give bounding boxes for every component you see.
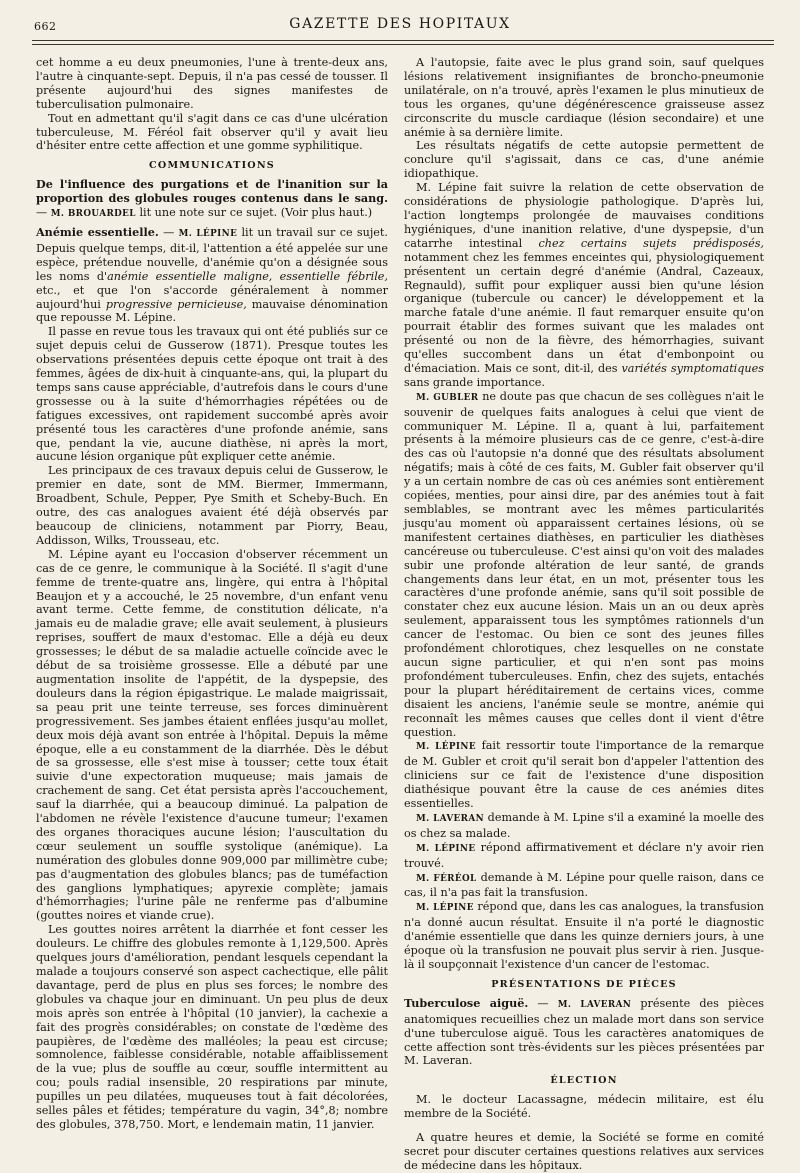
author-name: M. FÉRÉOL xyxy=(416,873,477,884)
paragraph: cet homme a eu deux pneumonies, l'une à trente-deux ans, l'autre à cinquante-sept. Depuis, il n'a pas cessé de tousser. Il présente aujourd'hui des signes manifestes de tuberculisation pulmonaire. xyxy=(36,56,388,111)
author-name: M. LAVERAN xyxy=(557,999,632,1010)
author-name: M. Lépine xyxy=(416,181,477,195)
paragraph xyxy=(404,390,764,740)
left-column xyxy=(36,56,388,1131)
article-text: lit un travail sur ce sujet. Depuis quelque temps, dit-il, l'attention a été appelée sur une espèce, prétendue nouvelle, d'anémie qu'on a désignée sous les noms d' xyxy=(36,225,388,283)
paragraph: Les principaux de ces travaux depuis celui de Gusserow, le premier en date, sont de MM. Biermer, Immermann, Broadbent, Schule, Pepper, Pye Smith et Scheby-Buch. En outre, des cas analogues avaient été déjà observés par beaucoup de cliniciens, notamment par Piorry, Beau, Addisson, Wilks, Trousseau, etc. xyxy=(36,464,388,547)
running-head: GAZETTE DES HOPITAUX xyxy=(289,16,511,32)
paragraph-text: fait suivre la relation de cette observation de considérations de physiologie pathologique. D'après lui, l'action longtemps prolongée de mauvaises conditions hygiéniques, d'une inanition relative, d'une dyspepsie, d'un catarrhe intestinal xyxy=(404,181,764,250)
right-column xyxy=(404,56,764,1172)
article-title: Anémie essentielle. xyxy=(36,224,159,239)
article-anemie xyxy=(36,226,388,325)
paragraph-text: ne doute pas que chacun de ses collègues n'ait le souvenir de quelques faits analogues à celui que vient de communiquer M. Lépine. Il a, quant à lui, parfaitement présents à la mémoire plusieurs cas de ce genre, c'est-à-dire des cas où l'autopsie n'a donné que des résultats absolument négatifs; mais à côté de ces faits, M. Gubler fait observer qu'il y a un certain nombre de cas où ces anémies sont entièrement copiées, menties, pour ainsi dire, par des anémies tout à fait semblables, se montrant avec les mêmes particularités jusqu'au moment où apparaissent certaines lésions, où se manifestent certaines diathèses, en particulier les diathèses cancéreuse ou tuberculeuse. C'est ainsi qu'on voit des malades subir une profonde altération de leur santé, de grands changements dans leur état, en un mot, présenter tous les caractères d'une profonde anémie, sans qu'il soit possible de constater chez eux aucune lésion. Mais un an ou deux après seulement, apparaissent tous les symptômes rationnels d'un cancer de l'estomac. Ou bien ce sont des jeunes filles profondément chlorotiques, chez lesquelles on ne constate aucun signe particulier, et qui n'en sont pas moins profondément tuberculeuses. Enfin, chez des sujets, entachés pour la plupart héréditairement de certains vices, comme disaient les anciens, l'anémie seule se montre, anémie qui reconnaît les mêmes causes que celles dont il vient d'être question. xyxy=(404,389,764,739)
paragraph xyxy=(404,181,764,390)
paragraph xyxy=(404,841,764,871)
header-rule xyxy=(32,40,774,41)
paragraph-text: fait ressortir toute l'importance de la remarque de M. Gubler et croit qu'il serait bon d'appeler l'attention des cliniciens sur ce fait de l'existence d'une disposition diathésique pouvant être la cause de ces anémies dites essentielles. xyxy=(404,739,764,811)
paragraph-text: notamment chez les femmes enceintes qui, physiologiquement présentent un certain degré d'anémie (Andral, Cazeaux, Regnauld), suffit pour expliquer aussi bien qu'une lésion organique (tubercule ou cancer) le développement et la marche fatale d'une anémie. Il faut remarquer ensuite qu'on pourrait établir des formes suivant que les malades ont présenté ou non de la fièvre, des hémorrhagies, suivant qu'elles succombent dans un état d'embonpoint ou d'émaciation. Mais ce sont, dit-il, des xyxy=(404,250,764,375)
paragraph: Les résultats négatifs de cette autopsie permettent de conclure qu'il s'agissait, dans ce cas, d'une anémie idiopathique. xyxy=(404,139,764,181)
article-text: etc., et que l'on s'accorde généralement à nommer aujourd'hui xyxy=(36,283,388,311)
article-influence xyxy=(36,178,388,222)
article-text: lit une note sur ce sujet. (Voir plus haut.) xyxy=(135,206,373,220)
paragraph: Il passe en revue tous les travaux qui ont été publiés sur ce sujet depuis celui de Gusserow (1871). Presque toutes les observations présentées depuis cette époque ont trait à des femmes, âgées de dix-huit à cinquante-ans, qui, la plupart du temps sans cause appréciable, d'autrefois dans le cours d'une grossesse ou à la suite d'hémorrhagies répétées ou de fatigues excessives, ont rapidement succombé après avoir présenté tous les caractères d'une profonde anémie, sans que, pendant la vie, aucune diathèse, ni après la mort, aucune lésion organique pût expliquer cette anémie. xyxy=(36,325,388,464)
author-name: M. GUBLER xyxy=(416,392,479,403)
author-name: M. LÉPINE xyxy=(178,228,238,239)
article-title: Tuberculose aiguë. xyxy=(404,995,529,1010)
header-rule-second xyxy=(32,44,774,45)
dash: — xyxy=(158,225,179,239)
author-name: M. LÉPINE xyxy=(416,843,476,854)
paragraph xyxy=(404,739,764,811)
paragraph: Les gouttes noires arrêtent la diarrhée et font cesser les douleurs. Le chiffre des globules remonte à 1,129,500. Après quelques jours d'amélioration, pendant lesquels cependant la malade a toujours conservé son aspect cachectique, elle pâlit davantage, perd de plus en plus ses forces; le nombre des globules va chaque jour en diminuant. Un peu plus de deux mois après son entrée à l'hôpital (10 janvier), la cachexie a fait des progrès considérables; on constate de l'œdème des paupières, de l'œdème des malléoles; la peau est circuse; somnolence, faiblesse considérable, notable affaiblissement de la vue; plus de souffle au cœur, souffle intermittent au cou; pouls radial insensible, 20 respirations par minute, pupilles un peu dilatées, muqueuses tout à fait décolorées, selles pâles et fétides; température du vagin, 34°,8; nombre des globules, 378,750. Mort, e lendemain matin, 11 janvier. xyxy=(36,923,388,1131)
paragraph: A l'autopsie, faite avec le plus grand soin, sauf quelques lésions relativement insignifiantes de broncho-pneumonie unilatérale, on n'a trouvé, après l'examen le plus minutieux de tous les organes, qu'une dégénérescence graisseuse assez circonscrite du muscle cardiaque (lésion secondaire) et une anémie à sa dernière limite. xyxy=(404,56,764,139)
paragraph xyxy=(404,811,764,841)
italic-text: chez certains sujets prédisposés, xyxy=(538,236,764,250)
paragraph-text: répond affirmativement et déclare n'y avoir rien trouvé. xyxy=(404,840,764,870)
paragraph-text: demande à M. Lépine pour quelle raison, dans ce cas, il n'a pas fait la transfusion. xyxy=(404,870,764,900)
article-text: présente des pièces anatomiques recueillies chez un malade mort dans son service d'une tuberculose aiguë. Tous les caractères anatomiques de cette affection sont très-évidents sur les pièces présentées par M. Laveran. xyxy=(404,996,764,1068)
paragraph-text: demande à M. Lpine s'il a examiné la moelle des os chez sa malade. xyxy=(404,810,764,840)
paragraph-text: sans grande importance. xyxy=(404,375,545,389)
paragraph xyxy=(404,871,764,901)
paragraph: M. Lépine ayant eu l'occasion d'observer récemment un cas de ce genre, le communique à la Société. Il s'agit d'une femme de trente-quatre ans, lingère, qui entra à l'hôpital Beaujon et y a accouché, le 25 novembre, d'un enfant venu avant terme. Cette femme, de constitution délicate, n'a jamais eu de maladie grave; elle avait seulement, à plusieurs reprises, souffert de maux d'estomac. Elle a déjà eu deux grossesses; le début de sa maladie actuelle coïncide avec le début de sa troisième grossesse. Elle a débuté par une augmentation insolite de l'appétit, de la dyspepsie, des douleurs dans la région épigastrique. Le malade maigrissait, sa peau prit une teinte terreuse, ses forces diminuèrent progressivement. Ses jambes étaient enflées jusqu'au mollet, deux mois déjà avant son entrée à l'hôpital. Depuis la même époque, elle a eu constamment de la diarrhée. Dès le début de sa grossesse, elle s'est mise à tousser; cette toux était suivie d'une expectoration muqueuse; mais jamais de crachement de sang. Cet état persista après l'accouchement, sauf la diarrhée, qui a beaucoup diminué. La palpation de l'abdomen ne révèle l'existence d'aucune tumeur; l'examen des organes thoraciques aucune lésion; l'auscultation du cœur seulement un souffle systolique (anémique). La numération des globules donne 909,000 par millimètre cube; pas d'augmentation des globules blancs; pas de tuméfaction des ganglions lymphatiques; apyrexie complète; jamais d'hémorrhagies; l'urine pâle ne renferme pas d'albumine (gouttes noires et viande crue). xyxy=(36,547,388,923)
author-name: M. BROUARDEL xyxy=(50,209,136,220)
paragraph-text: répond que, dans les cas analogues, la transfusion n'a donné aucun résultat. Ensuite il n'a porté le diagnostic d'anémie essentielle que dans les quinze derniers jours, à une époque où la transfusion ne pouvait plus servir à rien. Jusque-là il soupçonnait l'existence d'un cancer de l'estomac. xyxy=(404,900,764,971)
italic-text: variétés symptomatiques xyxy=(621,361,764,375)
italic-text: anémie essentielle maligne, essentielle fébrile, xyxy=(107,269,388,283)
author-name: M. LÉPINE xyxy=(416,903,474,914)
paragraph: M. le docteur Lacassagne, médecin militaire, est élu membre de la Société. xyxy=(404,1093,764,1121)
dash: — xyxy=(36,206,51,220)
paragraph xyxy=(404,900,764,972)
author-name: M. LÉPINE xyxy=(416,742,476,753)
article-tuberculose xyxy=(404,997,764,1069)
author-name: M. LAVERAN xyxy=(416,813,485,824)
dash: — xyxy=(528,996,558,1010)
article-title: De l'influence des purgations et de l'inanition sur la proportion des globules rouges contenus dans le sang. xyxy=(36,177,388,206)
page-number: 662 xyxy=(34,20,57,33)
article-text: mauvaise dénomination que repousse M. Lépine. xyxy=(36,297,388,325)
section-heading-election: ÉLECTION xyxy=(550,1075,618,1087)
italic-text: progressive pernicieuse, xyxy=(105,297,247,311)
paragraph: A quatre heures et demie, la Société se forme en comité secret pour discuter certaines questions relatives aux services de médecine dans les hôpitaux. xyxy=(404,1131,764,1172)
section-heading-communications: COMMUNICATIONS xyxy=(149,160,275,172)
section-heading-pieces: PRÉSENTATIONS DE PIÈCES xyxy=(491,978,677,990)
paragraph: Tout en admettant qu'il s'agit dans ce cas d'une ulcération tuberculeuse, M. Féréol fait observer qu'il y avait lieu d'hésiter entre cette affection et une gomme syphilitique. xyxy=(36,111,388,153)
